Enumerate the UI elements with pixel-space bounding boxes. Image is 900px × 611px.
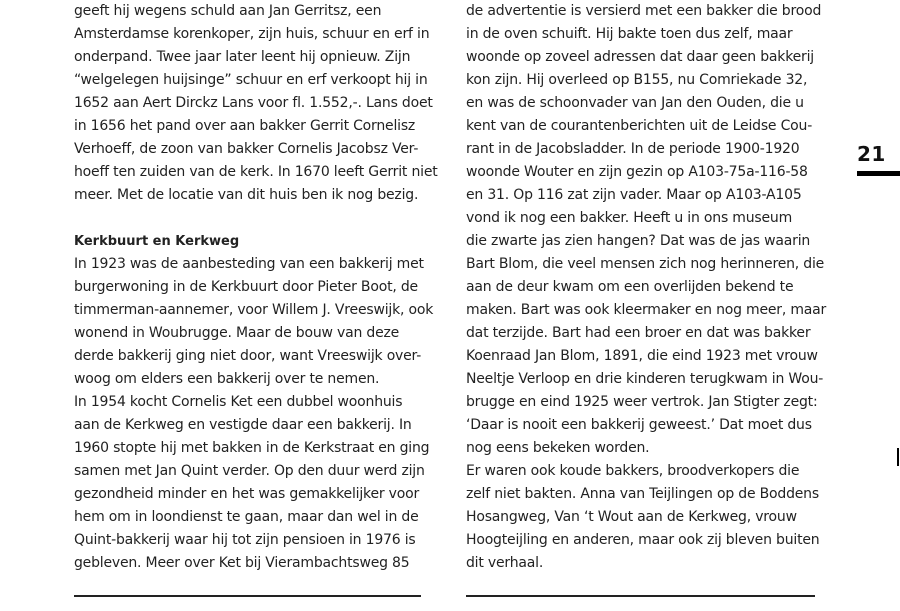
- right-paragraph: [466, 0, 827, 575]
- text-line: samen met Jan Quint verder. Op den duur werd zijn: [74, 463, 425, 479]
- text-line: en was de schoonvader van Jan den Ouden, die u: [466, 95, 804, 111]
- text-line: en 31. Op 116 zat zijn vader. Maar op A103-A105: [466, 187, 802, 203]
- text-line: zelf niet bakten. Anna van Teijlingen op de Boddens: [466, 486, 819, 502]
- left-paragraph-bottom: [74, 253, 434, 575]
- text-line: aan de Kerkweg en vestigde daar een bakkerij. In: [74, 417, 412, 433]
- text-line: ‘Daar is nooit een bakkerij geweest.’ Dat moet dus: [466, 417, 812, 433]
- text-line: rant in de Jacobsladder. In de periode 1900-1920: [466, 141, 800, 157]
- text-line: onderpand. Twee jaar later leent hij opnieuw. Zijn: [74, 49, 411, 65]
- text-line: Hosangweg, Van ‘t Wout aan de Kerkweg, vrouw: [466, 509, 797, 525]
- text-line: dat terzijde. Bart had een broer en dat was bakker: [466, 325, 811, 341]
- text-line: timmerman-aannemer, voor Willem J. Vreeswijk, ook: [74, 302, 434, 318]
- left-paragraph-top: [74, 0, 438, 207]
- text-line: gezondheid minder en het was gemakkelijker voor: [74, 486, 420, 502]
- text-line: Er waren ook koude bakkers, broodverkopers die: [466, 463, 800, 479]
- text-line: hoeff ten zuiden van de kerk. In 1670 leeft Gerrit niet: [74, 164, 438, 180]
- text-line: aan de deur kwam om een overlijden bekend te: [466, 279, 794, 295]
- text-line: brugge en eind 1925 weer vertrok. Jan Stigter zegt:: [466, 394, 818, 410]
- left-footer-rule: [74, 595, 421, 597]
- page-number: 21: [857, 142, 886, 166]
- text-line: Koenraad Jan Blom, 1891, die eind 1923 met vrouw: [466, 348, 818, 364]
- text-line: woog om elders een bakkerij over te nemen.: [74, 371, 380, 387]
- text-line: Verhoeff, de zoon van bakker Cornelis Jacobsz Ver-: [74, 141, 419, 157]
- text-line: Bart Blom, die veel mensen zich nog herinneren, die: [466, 256, 825, 272]
- text-line: burgerwoning in de Kerkbuurt door Pieter Boot, de: [74, 279, 418, 295]
- page-number-bar: [857, 171, 900, 176]
- text-line: 1960 stopte hij met bakken in de Kerkstraat en ging: [74, 440, 430, 456]
- text-line: gebleven. Meer over Ket bij Vierambachtsweg 85: [74, 555, 410, 571]
- text-line: nog eens bekeken worden.: [466, 440, 650, 456]
- text-line: Neeltje Verloop en drie kinderen terugkwam in Wou-: [466, 371, 824, 387]
- text-line: Hoogteijling en anderen, maar ook zij bleven buiten: [466, 532, 820, 548]
- text-line: In 1954 kocht Cornelis Ket een dubbel woonhuis: [74, 394, 403, 410]
- text-line: de advertentie is versierd met een bakker die brood: [466, 3, 822, 19]
- text-line: die zwarte jas zien hangen? Dat was de jas waarin: [466, 233, 811, 249]
- text-line: kon zijn. Hij overleed op B155, nu Comriekade 32,: [466, 72, 808, 88]
- text-line: vond ik nog een bakker. Heeft u in ons museum: [466, 210, 793, 226]
- text-line: Amsterdamse korenkoper, zijn huis, schuur en erf in: [74, 26, 430, 42]
- text-line: 1652 aan Aert Dirckz Lans voor fl. 1.552,-. Lans doet: [74, 95, 433, 111]
- text-line: geeft hij wegens schuld aan Jan Gerritsz, een: [74, 3, 382, 19]
- text-line: In 1923 was de aanbesteding van een bakkerij met: [74, 256, 424, 272]
- text-line: meer. Met de locatie van dit huis ben ik nog bezig.: [74, 187, 419, 203]
- text-line: woonde op zoveel adressen dat daar geen bakkerij: [466, 49, 814, 65]
- left-column: [74, 0, 438, 575]
- text-line: in 1656 het pand over aan bakker Gerrit Cornelisz: [74, 118, 416, 134]
- text-line: “welgelegen huijsinge” schuur en erf verkoopt hij in: [74, 72, 428, 88]
- section-heading: Kerkbuurt en Kerkweg: [74, 234, 240, 249]
- text-line: in de oven schuift. Hij bakte toen dus zelf, maar: [466, 26, 793, 42]
- text-line: Quint-bakkerij waar hij tot zijn pensioen in 1976 is: [74, 532, 416, 548]
- text-line: hem om in loondienst te gaan, maar dan wel in de: [74, 509, 419, 525]
- text-line: maken. Bart was ook kleermaker en nog meer, maar: [466, 302, 827, 318]
- text-line: woonde Wouter en zijn gezin op A103-75a-116-58: [466, 164, 808, 180]
- text-line: dit verhaal.: [466, 555, 544, 571]
- text-line: derde bakkerij ging niet door, want Vreeswijk over-: [74, 348, 422, 364]
- right-footer-rule: [466, 595, 815, 597]
- text-line: wonend in Woubrugge. Maar de bouw van deze: [74, 325, 400, 341]
- blank-line: [74, 207, 426, 230]
- text-line: kent van de courantenberichten uit de Leidse Cou-: [466, 118, 813, 134]
- right-column: [466, 0, 827, 575]
- page-edge-mark: [897, 448, 899, 466]
